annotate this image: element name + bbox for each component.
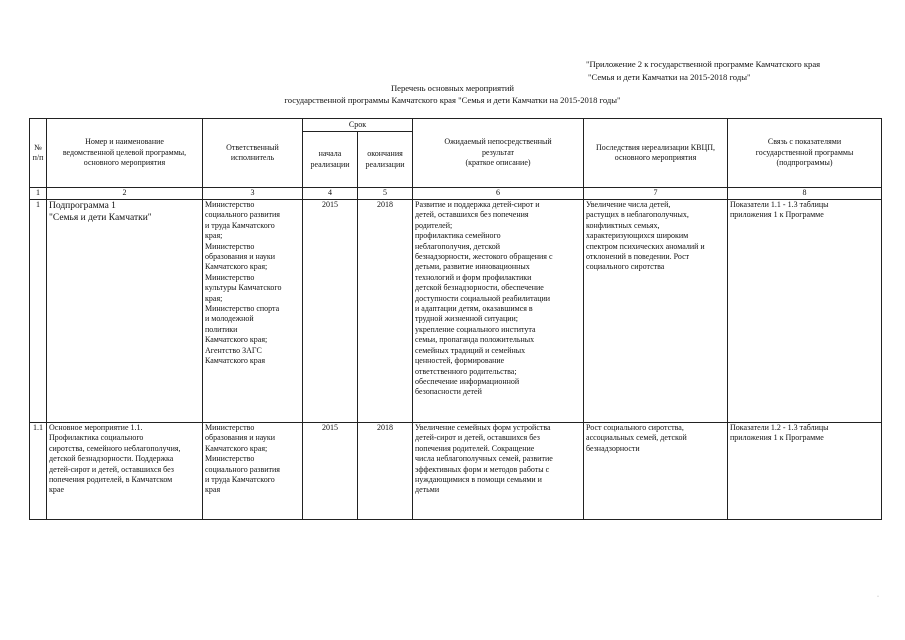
header-name: Номер и наименование ведомственной целевой программы, основного мероприятия <box>47 119 203 188</box>
row-result: Увеличение семейных форм устройства детей-сирот и детей, оставшихся без попечения родителей. Сокращение числа неблагополучных семей, развитие эффективных форм и методов работы с нуждающимися в помощи семьями и детьми <box>413 423 584 520</box>
index-cell: 5 <box>358 188 413 200</box>
title-line-1: Перечень основных мероприятий <box>390 83 515 93</box>
row-result: Развитие и поддержка детей-сирот и детей, оставшихся без попечения родителей; профилактика семейного неблагополучия, детской безнадзорности, жестокого обращения с детьми, развитие инновационных технологий и форм профилактики детской безнадзорности, обеспечение доступности социальной реабилитации и адаптации детям, оказавшимся в трудной жизненной ситуации; укрепление социального института семьи, пропаганда положительных семейных традиций и семейных ценностей, формирование ответственного родительства; обеспечение информационной безопасности детей <box>413 200 584 423</box>
title-line-2: государственной программы Камчатского края "Семья и дети Камчатки на 2015-2018 годы" <box>284 95 621 105</box>
header-num: № п/п <box>30 119 47 188</box>
index-cell: 8 <box>728 188 882 200</box>
header-consequences: Последствия нереализации КВЦП, основного мероприятия <box>584 119 728 188</box>
index-cell: 1 <box>30 188 47 200</box>
row-consequences: Рост социального сиротства, ассоциальных семей, детской безнадзорности <box>584 423 728 520</box>
row-end: 2018 <box>358 200 413 423</box>
row-number: 1.1 <box>30 423 47 520</box>
index-cell: 4 <box>303 188 358 200</box>
appendix-line-1: "Приложение 2 к государственной программе Камчатского края <box>586 59 821 69</box>
appendix-note <box>586 58 820 84</box>
table-row <box>30 423 882 520</box>
column-index-row <box>30 188 882 200</box>
header-executor: Ответственный исполнитель <box>203 119 303 188</box>
row-number: 1 <box>30 200 47 423</box>
index-cell: 6 <box>413 188 584 200</box>
table-row <box>30 200 882 423</box>
index-cell: 7 <box>584 188 728 200</box>
row-executor: Министерство социального развития и труда Камчатского края; Министерство образования и науки Камчатского края; Министерство культуры Камчатского края; Министерство спорта и молодежной политики Камчатского края; Агентство ЗАГС Камчатского края <box>203 200 303 423</box>
row-executor: Министерство образования и науки Камчатского края; Министерство социального развития и труда Камчатского края <box>203 423 303 520</box>
header-link: Связь с показателями государственной программы (подпрограммы) <box>728 119 882 188</box>
header-end: окончания реализации <box>358 132 413 188</box>
row-name: Основное мероприятие 1.1. Профилактика социального сиротства, семейного неблагополучия, детской безнадзорности. Поддержка детей-сирот и детей, оставшихся без попечения родителей, в Камчатском крае <box>47 423 203 520</box>
row-consequences: Увеличение числа детей, растущих в неблагополучных, конфликтных семьях, характеризующихся широким спектром психических аномалий и отклонений в поведении. Рост социального сиротства <box>584 200 728 423</box>
row-name: Подпрограмма 1 "Семья и дети Камчатки" <box>47 200 203 423</box>
header-result: Ожидаемый непосредственный результат (краткое описание) <box>413 119 584 188</box>
scan-speck: · <box>877 594 879 600</box>
row-link: Показатели 1.2 - 1.3 таблицы приложения 1 к Программе <box>728 423 882 520</box>
row-link: Показатели 1.1 - 1.3 таблицы приложения 1 к Программе <box>728 200 882 423</box>
measures-table <box>29 118 882 520</box>
row-end: 2018 <box>358 423 413 520</box>
header-start: начала реализации <box>303 132 358 188</box>
index-cell: 2 <box>47 188 203 200</box>
header-term: Срок <box>303 119 413 132</box>
row-start: 2015 <box>303 200 358 423</box>
row-start: 2015 <box>303 423 358 520</box>
document-title <box>0 82 905 106</box>
appendix-line-2: "Семья и дети Камчатки на 2015-2018 годы" <box>588 72 751 82</box>
index-cell: 3 <box>203 188 303 200</box>
